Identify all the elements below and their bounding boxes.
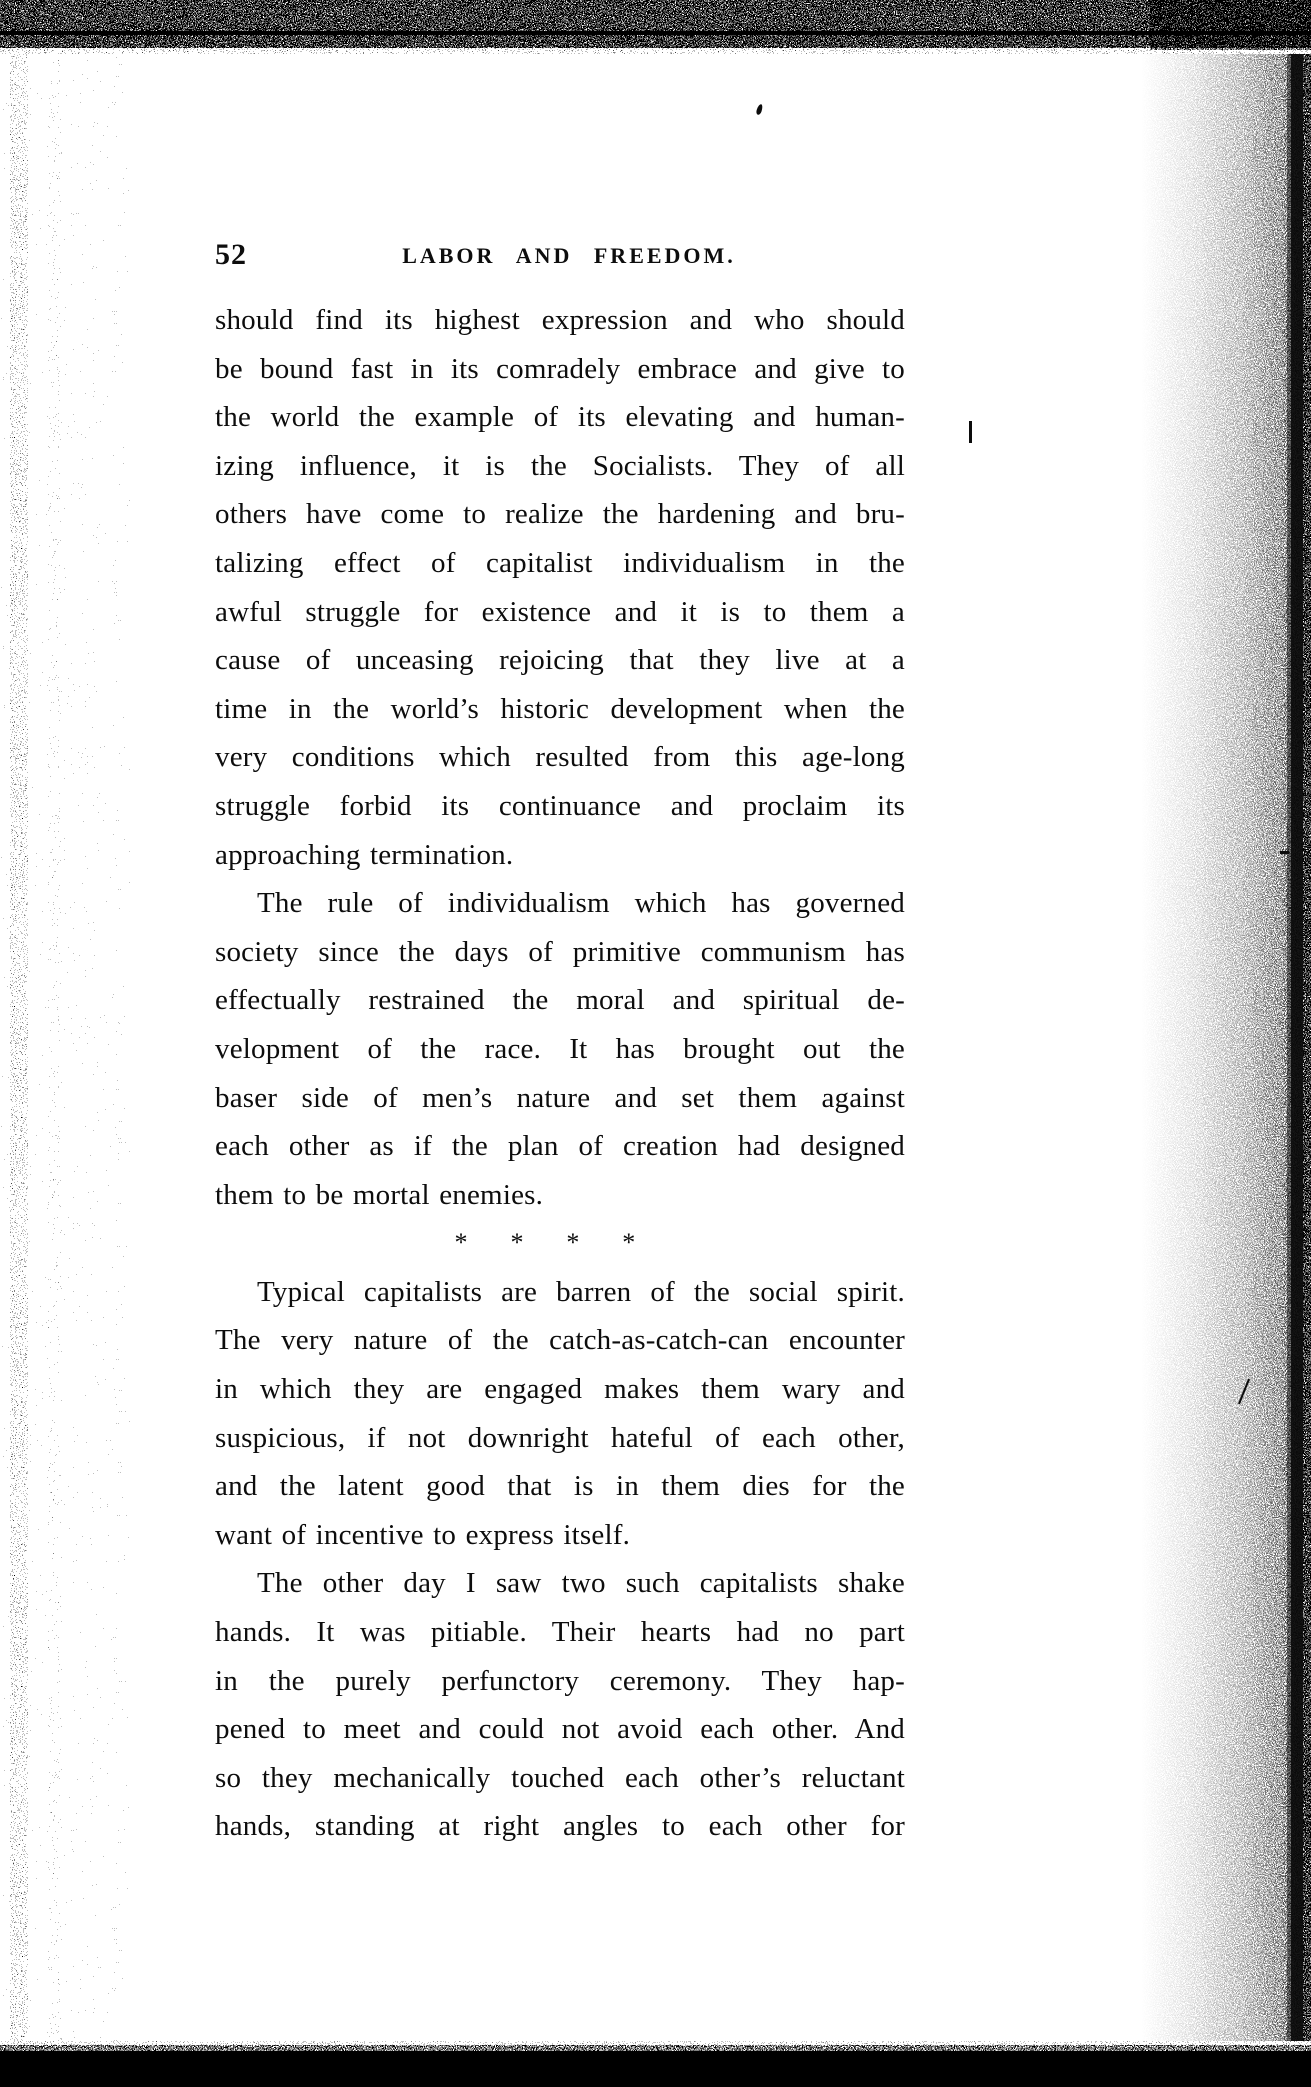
text-line: should find its highest expression and who should [215, 304, 905, 336]
ink-speck [755, 103, 763, 115]
ink-speck [969, 421, 972, 443]
text-line: talizing effect of capitalist individualism in the [215, 546, 905, 579]
text-line: izing influence, it is the Socialists. They of all [215, 449, 905, 482]
text-line: pened to meet and could not avoid each other. And [215, 1713, 905, 1746]
text-line: them to be mortal enemies. [215, 1178, 544, 1211]
text-block [215, 296, 905, 1851]
text-line: each other as if the plan of creation had designed [215, 1130, 905, 1163]
text-line: awful struggle for existence and it is to them a [215, 595, 905, 628]
text-line: The very nature of the catch-as-catch-can encounter [215, 1324, 905, 1357]
text-line: others have come to realize the hardening and bru- [215, 498, 905, 531]
text-line: in the purely perfunctory ceremony. They hap- [215, 1664, 905, 1697]
text-line: very conditions which resulted from this age-long [215, 741, 905, 774]
text-line: cause of unceasing rejoicing that they live at a [215, 644, 905, 677]
text-line: The rule of individualism which has governed [257, 887, 905, 920]
ink-speck [1280, 851, 1289, 854]
text-line: velopment of the race. It has brought out the [215, 1032, 905, 1065]
text-line: so they mechanically touched each other’s reluctant [215, 1761, 905, 1794]
text-line: The other day I saw two such capitalists shake [257, 1567, 905, 1600]
text-line: and the latent good that is in them dies for the [215, 1470, 905, 1503]
text-line: in which they are engaged makes them wary and [215, 1373, 905, 1406]
text-line: society since the days of primitive communism has [215, 935, 905, 968]
text-line: hands, standing at right angles to each other for [215, 1810, 905, 1843]
scan-left-gutter [0, 54, 130, 2041]
text-line: be bound fast in its comradely embrace and give to [215, 352, 905, 385]
text-line: want of incentive to express itself. [215, 1518, 631, 1551]
text-line: effectually restrained the moral and spiritual de- [215, 984, 905, 1017]
scan-bottom-edge [0, 2041, 1311, 2087]
text-line: struggle forbid its continuance and proclaim its [215, 789, 905, 822]
asterisk-separator: * * * * [454, 1228, 636, 1258]
scan-top-edge [0, 0, 1311, 54]
text-line: hands. It was pitiable. Their hearts had no part [215, 1616, 905, 1649]
page-header-row [215, 238, 905, 274]
text-line: approaching termination. [215, 838, 514, 871]
page-number: 52 [215, 238, 247, 271]
text-line: Typical capitalists are barren of the social spirit. [257, 1275, 905, 1308]
text-line: baser side of men’s nature and set them against [215, 1081, 905, 1114]
scan-right-shadow [1141, 54, 1311, 2041]
text-line: suspicious, if not downright hateful of each other, [215, 1421, 905, 1454]
text-line: time in the world’s historic development when the [215, 692, 905, 725]
text-line: the world the example of its elevating and human- [215, 401, 905, 434]
running-header: LABOR AND FREEDOM. [402, 243, 736, 268]
